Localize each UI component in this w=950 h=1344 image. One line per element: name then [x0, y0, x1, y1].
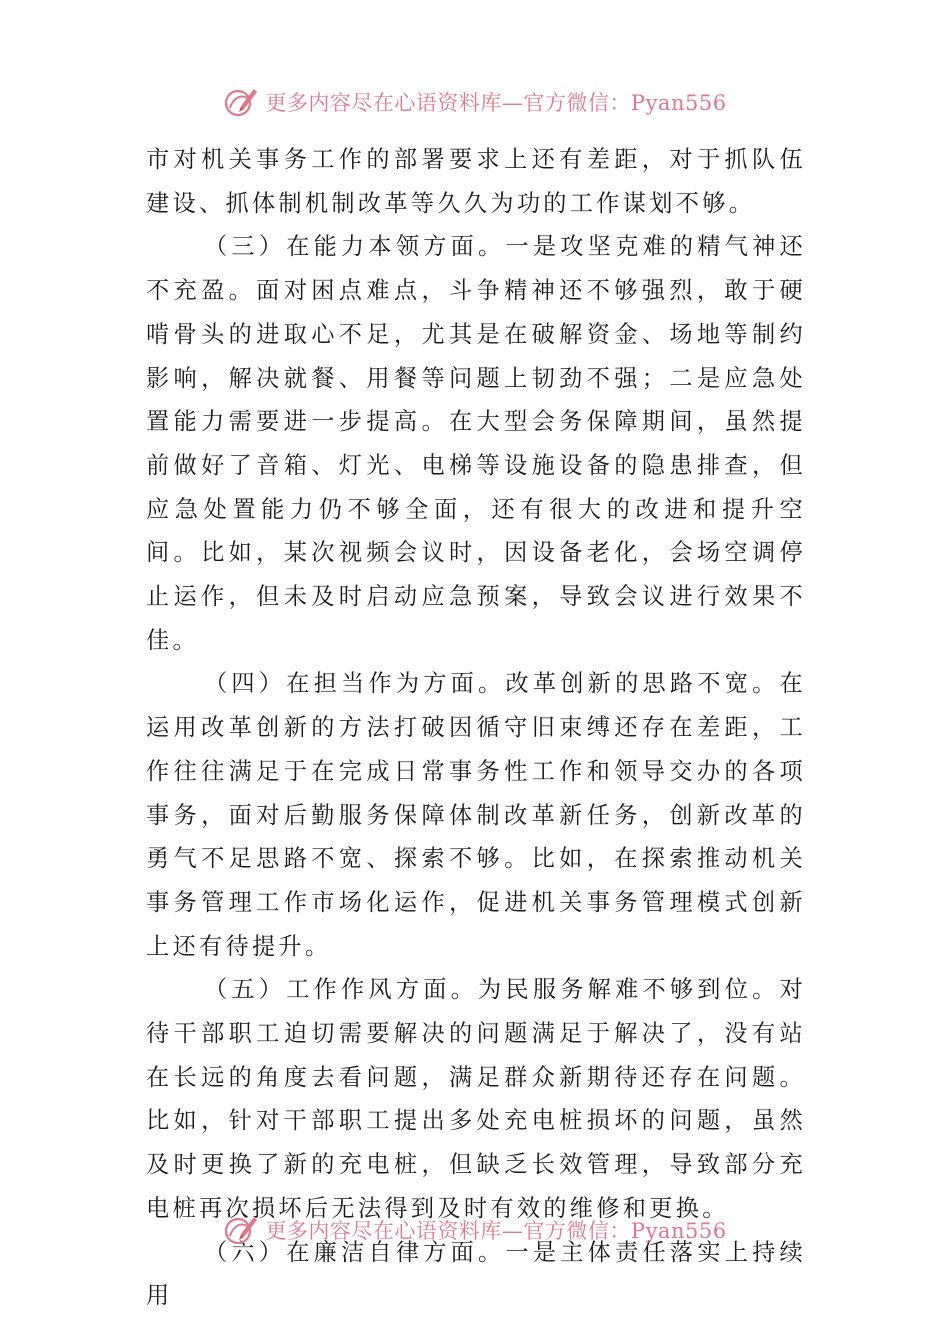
header-banner-text: 更多内容尽在心语资料库—官方微信：Pyan556 [265, 91, 727, 115]
footer-banner [0, 1210, 950, 1250]
document-body [146, 138, 806, 1318]
paragraph-section-4: （四）在担当作为方面。改革创新的思路不宽。在运用改革创新的方法打破因循守旧束缚还存在差距，工作往往满足于在完成日常事务性工作和领导交办的各项事务，面对后勤服务保障体制改革新任务，创新改革的勇气不足思路不宽、探索不够。比如，在探索推动机关事务管理工作市场化运作，促进机关事务管理模式创新上还有待提升。 [146, 670, 806, 960]
footer-banner-text: 更多内容尽在心语资料库—官方微信：Pyan556 [265, 1219, 727, 1243]
paragraph-section-3: （三）在能力本领方面。一是攻坚克难的精气神还不充盈。面对困点难点，斗争精神还不够强烈，敢于硬啃骨头的进取心不足，尤其是在破解资金、场地等制约影响，解决就餐、用餐等问题上韧劲不强；二是应急处置能力需要进一步提高。在大型会务保障期间，虽然提前做好了音箱、灯光、电梯等设施设备的隐患排查，但应急处置能力仍不够全面，还有很大的改进和提升空间。比如，某次视频会议时，因设备老化，会场空调停止运作，但未及时启动应急预案，导致会议进行效果不佳。 [146, 233, 806, 654]
paragraph-continuation: 市对机关事务工作的部署要求上还有差距，对于抓队伍建设、抓体制机制改革等久久为功的工作谋划不够。 [146, 146, 806, 217]
paragraph-section-6: （六）在廉洁自律方面。一是主体责任落实上持续用 [146, 1238, 806, 1310]
header-banner [0, 82, 950, 122]
pen-swirl-logo-icon [223, 1212, 259, 1248]
pen-swirl-logo-icon [223, 84, 259, 120]
paragraph-section-5: （五）工作作风方面。为民服务解难不够到位。对待干部职工迫切需要解决的问题满足于解决了，没有站在长远的角度去看问题，满足群众新期待还存在问题。比如，针对干部职工提出多处充电桩损坏的问题，虽然及时更换了新的充电桩，但缺乏长效管理，导致部分充电桩再次损坏后无法得到及时有效的维修和更换。 [146, 976, 806, 1222]
